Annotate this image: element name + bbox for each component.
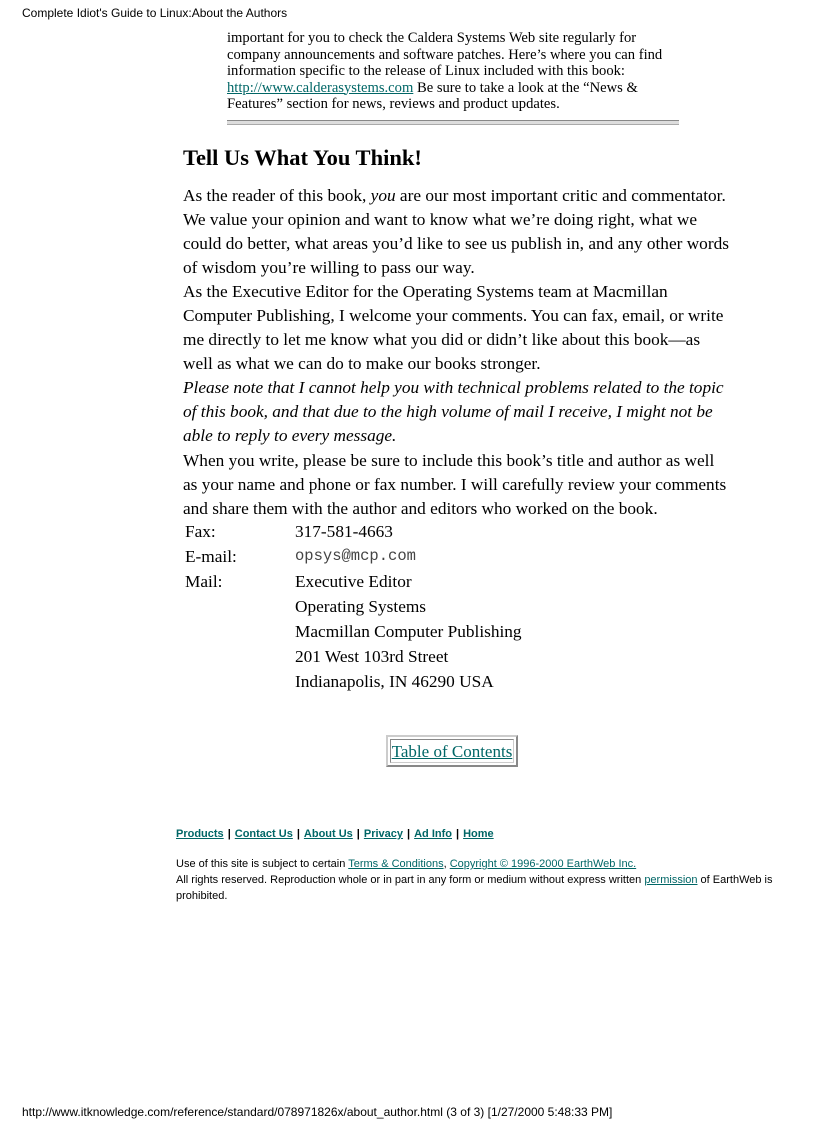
nav-separator: |: [227, 828, 231, 840]
permission-link[interactable]: permission: [644, 874, 698, 886]
caldera-link[interactable]: http://www.calderasystems.com: [227, 79, 414, 96]
toc-button-frame: [386, 735, 518, 767]
toc-button-inner: [390, 739, 514, 763]
sidebar-divider: [227, 120, 679, 125]
text-run: All rights reserved. Reproduction whole or in part in any form or medium without express written: [176, 874, 645, 886]
text-run: Use of this site is subject to certain: [176, 858, 349, 870]
fax-number: 317-581-4663: [295, 522, 393, 541]
text-run: ,: [443, 858, 450, 870]
sidebar-note: [227, 30, 679, 113]
email-address: opsys@mcp.com: [295, 547, 416, 565]
paragraph-line: [183, 184, 743, 208]
email-label: E-mail:: [185, 547, 237, 566]
sidebar-line: important for you to check the Caldera Systems Web site regularly for: [227, 30, 637, 46]
text-run: As the reader of this book,: [183, 186, 371, 205]
sidebar-line: information specific to the release of Linux included with this book:: [227, 63, 625, 79]
text-run: of EarthWeb is: [697, 874, 773, 886]
paragraph-line: As the Executive Editor for the Operating Systems team at Macmillan: [183, 282, 668, 301]
paragraph-line: and share them with the author and editors who worked on the book.: [183, 499, 658, 518]
sidebar-line-rest: Be sure to take a look at the “News &: [413, 79, 638, 96]
print-footer: http://www.itknowledge.com/reference/standard/078971826x/about_author.html (3 of 3) [1/27/2000 5:48:33 PM]: [22, 1105, 613, 1119]
fax-label: Fax:: [185, 522, 216, 541]
footer-link-products[interactable]: Products: [176, 828, 224, 840]
footer-nav: [176, 828, 494, 840]
address-line: Operating Systems: [295, 597, 427, 616]
print-header: Complete Idiot's Guide to Linux:About the Authors: [22, 6, 288, 20]
footer-link-about-us[interactable]: About Us: [303, 828, 353, 840]
footer-link-home[interactable]: Home: [463, 828, 494, 840]
paragraph-line: able to reply to every message.: [183, 426, 397, 445]
paragraph-line: as your name and phone or fax number. I will carefully review your comments: [183, 475, 727, 494]
paragraph-reader: [183, 184, 743, 280]
paragraph-line: of this book, and that due to the high volume of mail I receive, I might not be: [183, 402, 713, 421]
sidebar-line: Features” section for news, reviews and product updates.: [227, 96, 560, 112]
paragraph-note: [183, 376, 743, 448]
paragraph-editor: [183, 280, 743, 376]
copyright-link[interactable]: Copyright © 1996-2000 EarthWeb Inc.: [449, 858, 637, 870]
paragraph-line: me directly to let me know what you did or didn’t like about this book—as: [183, 330, 701, 349]
text-run: are our most important critic and commentator.: [395, 186, 726, 205]
address-line: Executive Editor: [295, 572, 412, 591]
nav-separator: |: [456, 828, 460, 840]
terms-link[interactable]: Terms & Conditions: [348, 858, 444, 870]
table-of-contents-link[interactable]: Table of Contents: [391, 742, 513, 761]
address-line: Macmillan Computer Publishing: [295, 622, 522, 641]
paragraph-line: could do better, what areas you’d like to see us publish in, and any other words: [183, 234, 729, 253]
paragraph-line: When you write, please be sure to include this book’s title and author as well: [183, 451, 715, 470]
sidebar-line: [227, 80, 679, 97]
legal-line: [176, 872, 786, 888]
paragraph-line: well as what we can do to make our books stronger.: [183, 354, 541, 373]
footer-link-ad-info[interactable]: Ad Info: [414, 828, 452, 840]
paragraph-line: Computer Publishing, I welcome your comments. You can fax, email, or write: [183, 306, 724, 325]
emphasis: you: [370, 186, 396, 205]
nav-separator: |: [296, 828, 300, 840]
legal-line: prohibited.: [176, 890, 228, 902]
section-heading: Tell Us What You Think!: [183, 145, 422, 170]
address-line: Indianapolis, IN 46290 USA: [295, 672, 494, 691]
footer-link-contact-us[interactable]: Contact Us: [234, 828, 293, 840]
sidebar-line: company announcements and software patches. Here’s where you can find: [227, 46, 663, 63]
paragraph-write: [183, 449, 743, 521]
paragraph-line: We value your opinion and want to know what we’re doing right, what we: [183, 210, 698, 229]
address-line: 201 West 103rd Street: [295, 647, 449, 666]
footer-link-privacy[interactable]: Privacy: [363, 828, 404, 840]
legal-notice: [176, 856, 786, 904]
nav-separator: |: [356, 828, 360, 840]
mail-label: Mail:: [185, 572, 223, 591]
nav-separator: |: [407, 828, 411, 840]
legal-line: [176, 856, 786, 872]
paragraph-line: Please note that I cannot help you with technical problems related to the topic: [183, 378, 724, 397]
paragraph-line: of wisdom you’re willing to pass our way.: [183, 258, 475, 277]
